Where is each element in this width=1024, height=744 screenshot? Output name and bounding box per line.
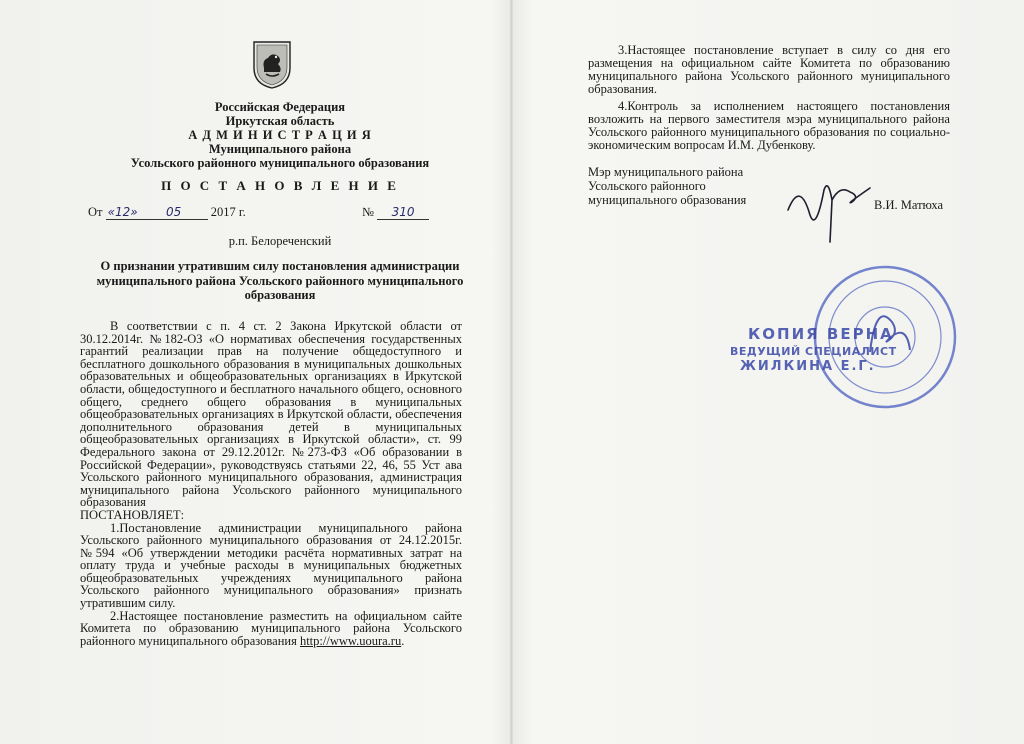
coat-of-arms-icon [252, 38, 292, 90]
document-number: 310 [377, 205, 429, 220]
preamble-text: В соответствии с п. 4 ст. 2 Закона Иркутской области от 30.12.2014г. №182-ОЗ «О нормативах обеспечения государственных гарантий реализации прав на получение общедоступного и бесплатного дошкольного образования в муниципальных дошкольных образовательных и общеобразовательных организациях в Иркутской области, общедоступного и бесплатного начального общего, основного общего, среднего общего образования в муниципальных общеобразовательных организациях в Иркутской области, обеспечения дополнительного образования детей в муниципальных общеобразовательных организациях в Иркутской области», ст. 99 Федерального закона от 29.12.2012г. №273-ФЗ «Об образовании в Российской Федерации», руководствуясь статьями 22, 46, 55 Уст ава Усольского районного муниципального образования, администрация муниципального района Усольского районного муниципального образования [80, 319, 462, 510]
copy-stamp-line-2: ВЕДУЩИЙ СПЕЦИАЛИСТ [730, 345, 897, 358]
administration-line: А Д М И Н И С Т Р А Ц И Я [188, 128, 372, 142]
item-2 [80, 610, 462, 648]
item-2-text: 2.Настоящее постановление разместить на официальном сайте Комитета по образованию муниципального района Усольского районного муниципального образования [80, 608, 462, 648]
date-year: 2017 г. [210, 205, 246, 219]
handwritten-signature-icon [780, 170, 880, 250]
preamble-block [80, 320, 462, 647]
item-1: 1.Постановление администрации муниципального района Усольского районного муниципального образования от 24.12.2015г. №594 «Об утверждении методики расчёта нормативных затрат на оплату труда и учебные расходы в муниципальных бюджетных общеобразовательных учреждениях муниципального района Усольского районного муниципального образования» признать утратившим силу. [80, 520, 462, 611]
date-line [88, 205, 468, 220]
document-title: П О С Т А Н О В Л Е Н И Е [161, 178, 399, 193]
signer-line-1: Мэр муниципального района [588, 165, 744, 179]
country-line: Российская Федерация [214, 100, 346, 114]
decree-word: ПОСТАНОВЛЯЕТ: [80, 507, 185, 522]
website-link[interactable]: http://www.uoura.ru [299, 633, 402, 648]
municipality-line: Усольского районного муниципального образования [130, 156, 430, 170]
item-3: 3.Настоящее постановление вступает в силу со дня его размещения на официальном сайте Комитета по образованию муниципального района Усольского районного муниципального образования. [588, 43, 950, 96]
date-prefix: От [88, 205, 103, 219]
district-line: Муниципального района [208, 142, 352, 156]
item-2-end: . [401, 633, 405, 648]
document-subject: О признании утратившим силу постановления администрации муниципального района Усольского районного муниципального образования [96, 259, 464, 302]
signer-name: В.И. Матюха [874, 198, 944, 212]
date-day: «12» [107, 205, 138, 219]
copy-stamp-line-3: ЖИЛКИНА Е.Г. [740, 359, 876, 374]
number-label: № [361, 205, 374, 219]
page-fold [510, 0, 513, 744]
place-of-issue: р.п. Белореченский [228, 234, 332, 248]
region-line: Иркутская область [225, 114, 335, 128]
item-4: 4.Контроль за исполнением настоящего постановления возложить на первого заместителя мэра муниципального района Усольского районного муниципального образования по социально-экономическим вопросам И.М. Дубенкову. [588, 99, 950, 152]
signer-line-2: Усольского районного [588, 179, 706, 193]
date-month: 05 [140, 205, 208, 220]
copy-stamp-line-1: КОПИЯ ВЕРНА [748, 325, 894, 343]
right-items [588, 44, 950, 156]
signer-title [588, 165, 746, 207]
signer-line-3: муниципального образования [588, 193, 747, 207]
